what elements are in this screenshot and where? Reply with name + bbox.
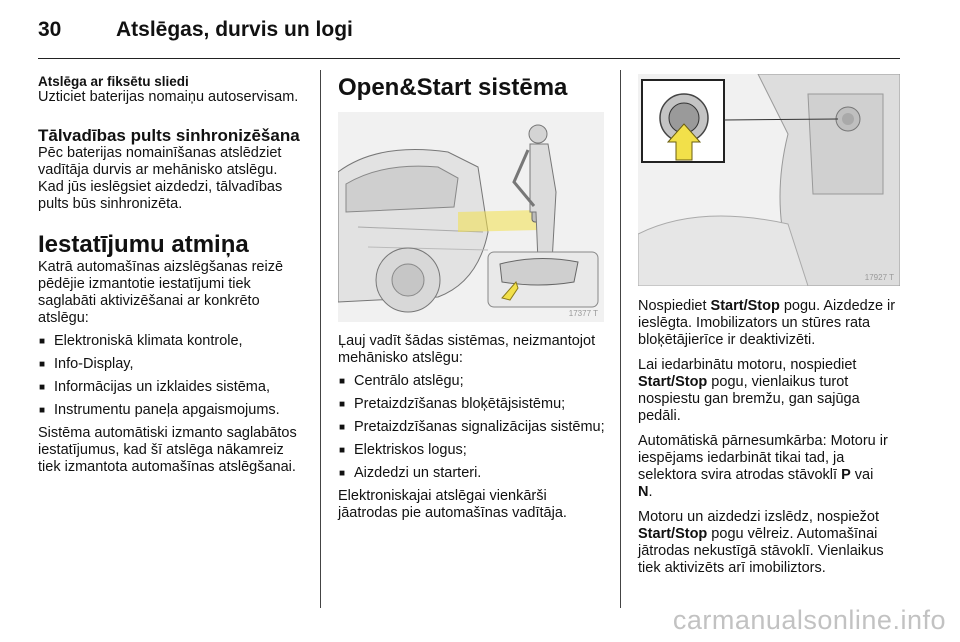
car-door-drawing bbox=[338, 112, 604, 322]
section-text-remote-sync: Pēc baterijas nomainīšanas atslēdziet vadītāja durvis ar mehānisko atslēgu. Kad jūs ieslēgsiet aizdedzi, tālvadības pults būs sinhronizēta. bbox=[38, 145, 283, 212]
column-middle bbox=[338, 74, 606, 102]
car-door-illustration bbox=[338, 112, 604, 322]
open-start-intro: Ļauj vadīt šādas sistēmas, neizmantojot mehānisko atslēgu: bbox=[338, 333, 596, 366]
column-right-text bbox=[638, 298, 906, 577]
section-heading-remote-sync: Tālvadības pults sinhronizēšana bbox=[38, 126, 300, 145]
page-number: 30 bbox=[38, 18, 62, 41]
start-stop-label: Start/Stop bbox=[638, 374, 708, 390]
start-stop-paragraph-2: Lai iedarbinātu motoru, nospiediet Start/Stop pogu, vienlaikus turot nospiestu gan bremžu, gan sajūga pedāli. bbox=[638, 357, 860, 424]
start-stop-label: Start/Stop bbox=[710, 298, 780, 314]
list-item: ■ Aizdedzi un starteri. bbox=[338, 465, 606, 482]
page-title: Atslēgas, durvis un logi bbox=[116, 18, 353, 41]
open-start-outro: Elektroniskajai atslēgai vienkārši jāatrodas pie automašīnas vadītāja. bbox=[338, 488, 567, 521]
watermark: carmanualsonline.info bbox=[672, 605, 946, 635]
list-item: ■ Informācijas un izklaides sistēma, bbox=[38, 379, 306, 396]
section-text-settings-memory-2: Sistēma automātiski izmanto saglabātos iestatījumus, kad šī atslēga nākamreiz tiek izmantota automašīnas atslēgšanai. bbox=[38, 425, 297, 475]
column-divider bbox=[620, 70, 621, 608]
memory-settings-list bbox=[38, 333, 306, 419]
page-header bbox=[38, 12, 900, 52]
list-item: ■ Centrālo atslēgu; bbox=[338, 373, 606, 390]
list-item: ■ Instrumentu paneļa apgaismojums. bbox=[38, 402, 306, 419]
figure-number: 17377 T bbox=[568, 309, 598, 318]
gear-n-label: N bbox=[638, 484, 649, 500]
column-middle-text bbox=[338, 333, 606, 522]
section-heading-open-start: Open&Start sistēma bbox=[338, 74, 568, 101]
start-stop-paragraph-1: Nospiediet Start/Stop pogu. Aizdedze ir ieslēgta. Imobilizators un stūres rata bloķētājierīce ir deaktivizēti. bbox=[638, 298, 896, 348]
section-heading-fixed-rail-key: Atslēga ar fiksētu sliedi bbox=[38, 74, 189, 89]
header-divider bbox=[38, 58, 900, 59]
dashboard-drawing bbox=[638, 74, 900, 286]
list-item: ■ Pretaizdzīšanas bloķētājsistēmu; bbox=[338, 396, 606, 413]
column-divider bbox=[320, 70, 321, 608]
section-text-fixed-rail-key: Uzticiet baterijas nomaiņu autoservisam. bbox=[38, 89, 299, 105]
section-text-settings-memory: Katrā automašīnas aizslēgšanas reizē pēdējie izmantotie iestatījumi tiek saglabāti aktivizēšanai ar konkrēto atslēgu: bbox=[38, 259, 284, 326]
section-heading-settings-memory: Iestatījumu atmiņa bbox=[38, 231, 249, 258]
start-stop-paragraph-3: Automātiskā pārnesumkārba: Motoru ir iespējams iedarbināt tikai tad, ja selektora svira atrodas stāvoklī P vai N. bbox=[638, 433, 888, 500]
list-item: ■ Elektroniskā klimata kontrole, bbox=[38, 333, 306, 350]
open-start-systems-list bbox=[338, 373, 606, 482]
gear-p-label: P bbox=[841, 467, 851, 483]
start-stop-paragraph-4: Motoru un aizdedzi izslēdz, nospiežot Start/Stop pogu vēlreiz. Automašīnai jātrodas nekustīgā stāvoklī. Vienlaikus tiek aktivizēts arī imobiliztors. bbox=[638, 509, 884, 576]
list-item: ■ Pretaizdzīšanas signalizācijas sistēmu; bbox=[338, 419, 606, 436]
start-stop-button-illustration bbox=[638, 74, 900, 286]
list-item: ■ Elektriskos logus; bbox=[338, 442, 606, 459]
figure-number: 17927 T bbox=[864, 273, 894, 282]
start-stop-label: Start/Stop bbox=[638, 526, 708, 542]
list-item: ■ Info-Display, bbox=[38, 356, 306, 373]
column-left bbox=[38, 74, 306, 476]
